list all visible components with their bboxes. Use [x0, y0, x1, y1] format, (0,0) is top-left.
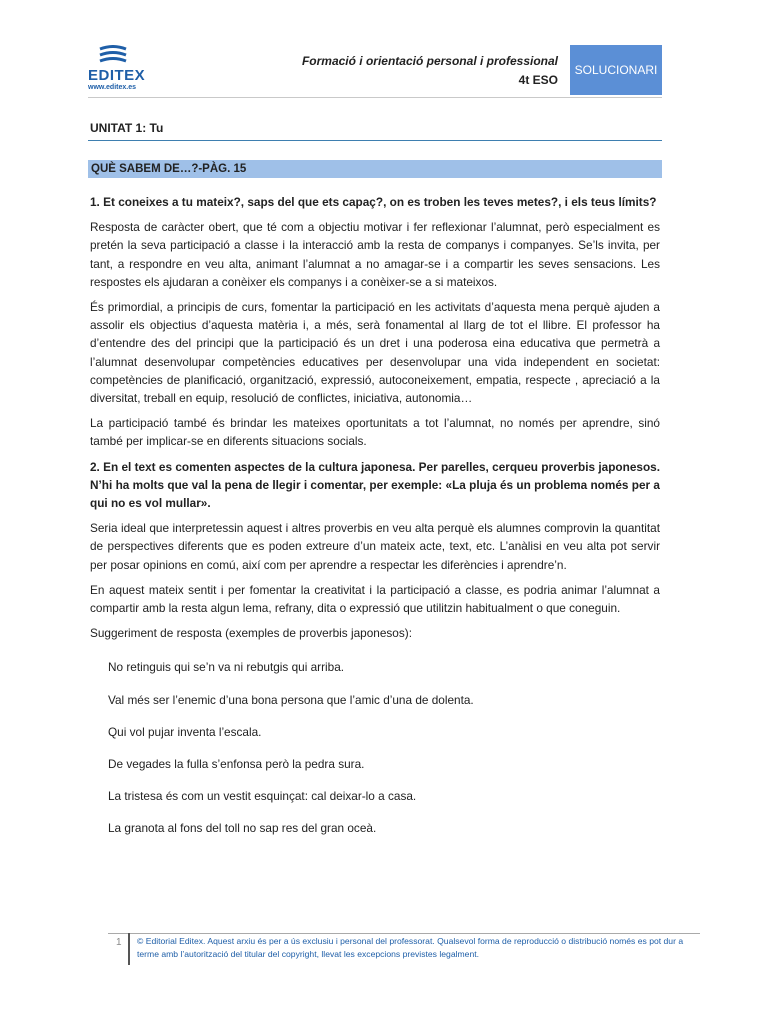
copyright-notice: © Editorial Editex. Aquest arxiu és per a ús exclusiu i personal del professorat. Qualsevol forma de reproducció o distribució només es pot dur a terme amb l’autorització del titular del copyright, llevat les excepcions previstes legalment.: [137, 936, 684, 959]
document-body: [90, 193, 660, 852]
course-level: 4t ESO: [518, 73, 558, 87]
section-heading: QUÈ SABEM DE…?-PÀG. 15: [88, 160, 662, 178]
logo-wordmark: EDITEX: [88, 67, 146, 84]
proverb-item: No retinguis qui se’n va ni rebutgis qui arriba.: [108, 660, 345, 675]
answer-paragraph: Seria ideal que interpretessin aquest i altres proverbis en veu alta perquè els alumnes comprovin la quantitat de perspectives diferents que es poden extreure d’un mateix acte, text, etc. L’anàlisi en veu alta pot servir per posar opinions en comú, així com per aprendre a respectar les diferències i aprendre’n.: [90, 521, 660, 572]
unit-divider: [88, 140, 662, 141]
unit-title: UNITAT 1: Tu: [90, 121, 164, 135]
question-1: 1. Et coneixes a tu mateix?, saps del que ets capaç?, on es troben les teves metes?, i els teus límits?: [90, 195, 657, 209]
page-number: 1: [116, 937, 122, 948]
course-title: Formació i orientació personal i professional: [301, 54, 558, 68]
editex-logo: [88, 45, 148, 95]
editex-logo-icon: [96, 45, 130, 67]
solucionari-badge: SOLUCIONARI: [570, 45, 662, 95]
logo-url: www.editex.es: [88, 84, 136, 91]
answer-paragraph: La participació també és brindar les mateixes oportunitats a tot l’alumnat, no només per aprendre, sinó també per implicar-se en diferents situacions socials.: [90, 416, 660, 449]
proverb-item: Qui vol pujar inventa l’escala.: [108, 724, 262, 739]
answer-paragraph: Resposta de caràcter obert, que té com a objectiu motivar i fer reflexionar l’alumnat, però especialment es pretén la seva participació a classe i la interacció amb la resta de companys i companyes. Se’ls invita, per tant, a respondre en veu alta, animant l’alumnat a no amagar-se i a compartir les seves sensacions. Les respostes els ajudaran a conèixer els companys i a conèixer-se a si mateixos.: [90, 220, 660, 289]
proverb-item: La granota al fons del toll no sap res del gran oceà.: [108, 821, 377, 836]
header-divider: [88, 97, 662, 98]
answer-paragraph: En aquest mateix sentit i per fomentar la creativitat i la participació a classe, es podria animar l’alumnat a compartir amb la resta algun lema, refrany, dita o expressió que utilitzin habitualment o que coneguin.: [90, 582, 660, 616]
proverb-item: De vegades la fulla s’enfonsa però la pedra sura.: [108, 757, 365, 772]
page-header: [88, 45, 662, 97]
footer-separator: [128, 933, 130, 965]
proverb-item: La tristesa és com un vestit esquinçat: cal deixar-lo a casa.: [108, 789, 417, 804]
question-2: 2. En el text es comenten aspectes de la cultura japonesa. Per parelles, cerqueu proverbis japonesos. N’hi ha molts que val la pena de llegir i comentar, per exemple: «La pluja és un problema només per a qui no es vol mullar».: [90, 459, 660, 511]
proverb-item: Val més ser l’enemic d’una bona persona que l’amic d’una de dolenta.: [108, 692, 474, 707]
answer-paragraph: És primordial, a principis de curs, fomentar la participació en les activitats d’aquesta mena perquè ajuden a assolir els objectius d’aquesta matèria i, a més, serà fonamental al llarg de tot el llibre. El professor ha d’entendre des del principi que la participació és un dret i una poderosa eina educativa que permetrà a l’alumnat desenvolupar competències educatives per desenvolupar una vida independent en societat: competències de planificació, organització, expressió, autoconeixement, empatia, respecte , apreciació a la diversitat, treball en equip, resolució de conflictes, iniciativa, autonomia…: [90, 300, 660, 406]
footer-divider: [108, 933, 700, 934]
answer-paragraph: Suggeriment de resposta (exemples de proverbis japonesos):: [90, 626, 412, 641]
